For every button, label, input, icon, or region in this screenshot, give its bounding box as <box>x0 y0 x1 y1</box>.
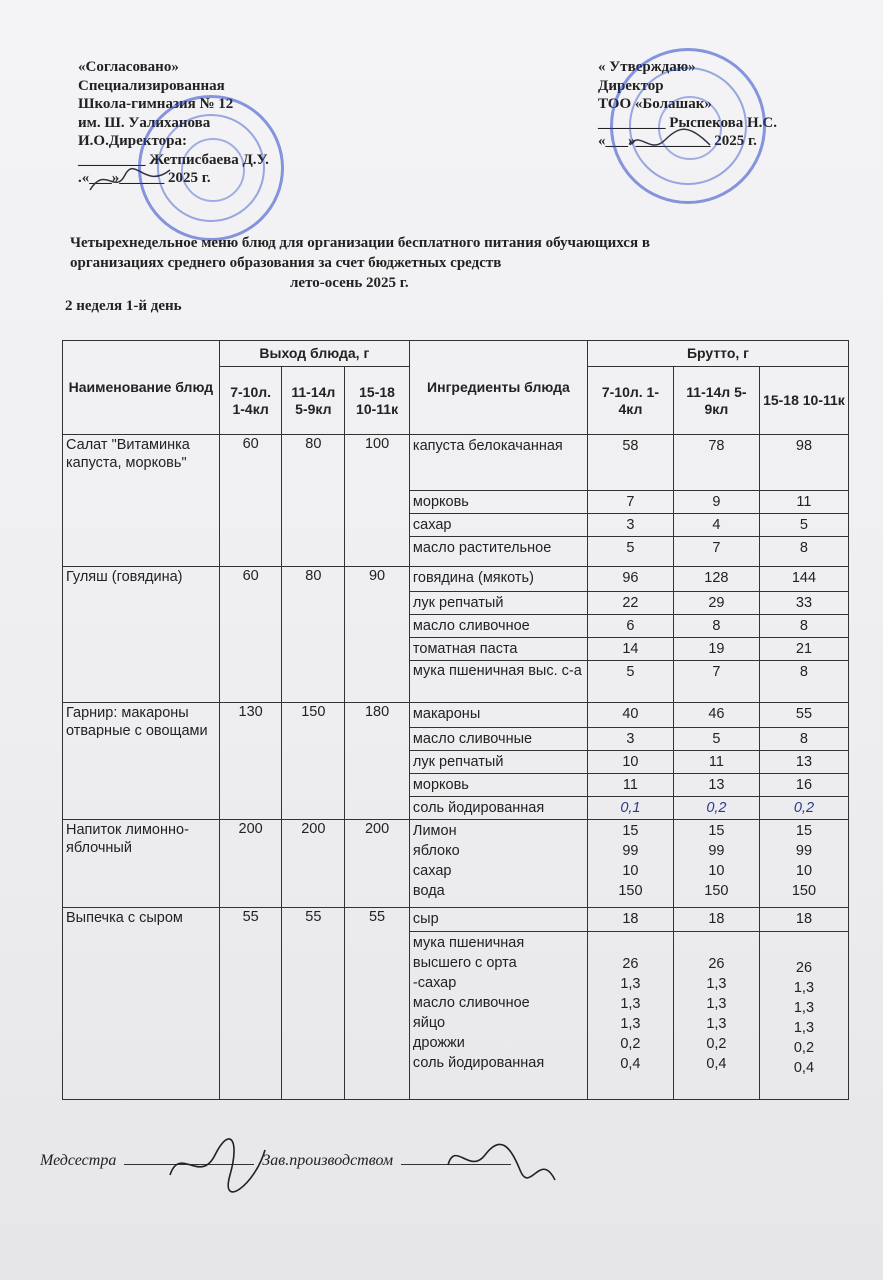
ingredient: масло сливочные <box>409 728 587 751</box>
gross-value: 1,3 <box>620 976 641 992</box>
gross-value: 15 <box>795 823 813 839</box>
emblem-icon <box>181 138 245 202</box>
dish-name: Гарнир: макароны отварные с овощами <box>63 703 220 820</box>
gross-value: 7 <box>587 491 673 514</box>
ingredient: Лимон <box>412 823 457 839</box>
gross-value: 13 <box>673 774 759 797</box>
header-gross: Брутто, г <box>587 341 848 367</box>
gross-value: 0,2 <box>620 1036 641 1052</box>
dish-yield: 55 <box>219 908 282 1100</box>
signature-nurse <box>160 1135 270 1195</box>
gross-value: 26 <box>708 956 725 972</box>
header-yield-col: 15-18 10-11к <box>345 367 410 435</box>
ingredient: соль йодированная <box>409 797 587 820</box>
approval-left-date: .«___»______ 2025 г. <box>78 170 211 186</box>
gross-value: 18 <box>759 908 848 932</box>
ingredient: соль йодированная <box>412 1055 545 1071</box>
gross-value: 16 <box>759 774 848 797</box>
gross-value: 10 <box>708 863 725 879</box>
dish-yield: 150 <box>282 703 345 820</box>
dish-yield: 200 <box>219 820 282 908</box>
approval-right-line: Директор <box>598 77 664 94</box>
ingredient: сахар <box>412 863 452 879</box>
gross-value: 26 <box>795 960 813 976</box>
gross-value: 0,4 <box>706 1056 727 1072</box>
ingredient: мука пшеничная <box>412 935 525 951</box>
header-ingredients: Ингредиенты блюда <box>409 341 587 435</box>
ingredient: мука пшеничная выс. с-а <box>409 661 587 703</box>
gross-value: 33 <box>759 592 848 615</box>
menu-title-line: Четырехнедельное меню блюд для организации бесплатного питания обучающихся в <box>70 235 650 251</box>
signature-production <box>440 1135 560 1195</box>
gross-value: 98 <box>759 435 848 491</box>
gross-value: 1,3 <box>620 996 641 1012</box>
ingredient: масло сливочное <box>412 995 530 1011</box>
gross-value: 78 <box>673 435 759 491</box>
approval-left-line: «Согласовано» <box>78 59 179 75</box>
gross-value: 11 <box>587 774 673 797</box>
header-yield-col: 11-14л 5-9кл <box>282 367 345 435</box>
dish-yield: 200 <box>345 820 410 908</box>
gross-value: 150 <box>618 883 643 899</box>
gross-value-list <box>759 820 848 908</box>
dish-yield: 100 <box>345 435 410 567</box>
header-dish-name: Наименование блюд <box>63 341 220 435</box>
gross-value: 10 <box>795 863 813 879</box>
ingredient: макароны <box>409 703 587 728</box>
gross-value: 144 <box>759 567 848 592</box>
gross-value: 1,3 <box>793 1020 815 1036</box>
ingredient: -сахар <box>412 975 457 991</box>
gross-value: 150 <box>704 883 729 899</box>
gross-value: 5 <box>587 661 673 703</box>
dish-yield: 80 <box>282 567 345 703</box>
gross-value: 3 <box>587 514 673 537</box>
gross-value: 9 <box>673 491 759 514</box>
gross-value: 11 <box>673 751 759 774</box>
gross-value: 99 <box>795 843 813 859</box>
gross-value: 1,3 <box>706 1016 727 1032</box>
gross-value: 18 <box>673 908 759 932</box>
gross-value: 18 <box>587 908 673 932</box>
gross-value: 1,3 <box>793 1000 815 1016</box>
gross-value: 1,3 <box>620 1016 641 1032</box>
gross-value: 55 <box>759 703 848 728</box>
menu-title-line: организациях среднего образования за счет бюджетных средств <box>70 255 502 271</box>
gross-value: 5 <box>587 537 673 567</box>
gross-value-list <box>587 820 673 908</box>
gross-value: 99 <box>708 843 725 859</box>
gross-value: 8 <box>759 728 848 751</box>
gross-value: 15 <box>708 823 725 839</box>
gross-value: 15 <box>622 823 639 839</box>
gross-value: 8 <box>759 661 848 703</box>
ingredient: сахар <box>409 514 587 537</box>
menu-table <box>62 340 849 1100</box>
gross-value: 22 <box>587 592 673 615</box>
ingredient: говядина (мякоть) <box>409 567 587 592</box>
signature-left <box>85 160 175 200</box>
gross-value: 29 <box>673 592 759 615</box>
gross-value: 128 <box>673 567 759 592</box>
gross-value: 1,3 <box>706 976 727 992</box>
gross-value: 58 <box>587 435 673 491</box>
approval-right-date: «___»__________ 2025 г. <box>598 133 757 149</box>
ingredient: томатная паста <box>409 638 587 661</box>
dish-yield: 60 <box>219 567 282 703</box>
dish-name: Салат "Витаминка капуста, морковь" <box>63 435 220 567</box>
ingredient: морковь <box>409 491 587 514</box>
signature-right <box>625 120 715 160</box>
approval-right-signer: _________ Рыспекова Н.С. <box>598 114 778 131</box>
gross-value: 8 <box>759 615 848 638</box>
gross-value: 10 <box>587 751 673 774</box>
gross-value: 150 <box>791 883 817 899</box>
approval-left-line: И.О.Директора: <box>78 133 187 149</box>
gross-value-handwritten: 0,1 <box>587 797 673 820</box>
gross-value-list <box>587 932 673 1100</box>
nurse-label: Медсестра <box>40 1152 117 1169</box>
gross-value: 40 <box>587 703 673 728</box>
dish-yield: 130 <box>219 703 282 820</box>
ingredient: капуста белокачанная <box>409 435 587 491</box>
header-gross-col: 11-14л 5-9кл <box>673 367 759 435</box>
dish-yield: 180 <box>345 703 410 820</box>
approval-left-signer: _________ Жетписбаева Д.У. <box>78 151 269 168</box>
ingredient: сыр <box>409 908 587 932</box>
approval-right-line: « Утверждаю» <box>598 59 696 75</box>
gross-value: 4 <box>673 514 759 537</box>
gross-value-list <box>673 932 759 1100</box>
dish-yield: 55 <box>345 908 410 1100</box>
ingredient-list <box>409 820 587 908</box>
approval-right-line: ТОО «Болашак» <box>598 96 712 112</box>
gross-value: 0,4 <box>793 1060 815 1076</box>
gross-value: 5 <box>759 514 848 537</box>
header-gross-col: 15-18 10-11к <box>759 367 848 435</box>
dish-yield: 55 <box>282 908 345 1100</box>
ingredient: дрожжи <box>412 1035 465 1051</box>
gross-value: 10 <box>622 863 639 879</box>
gross-value: 0,2 <box>793 1040 815 1056</box>
ingredient: масло растительное <box>409 537 587 567</box>
gross-value: 19 <box>673 638 759 661</box>
dish-yield: 200 <box>282 820 345 908</box>
gross-value: 14 <box>587 638 673 661</box>
ingredient: морковь <box>409 774 587 797</box>
gross-value: 11 <box>759 491 848 514</box>
gross-value: 7 <box>673 661 759 703</box>
header-yield: Выход блюда, г <box>219 341 409 367</box>
gross-value-handwritten: 0,2 <box>673 797 759 820</box>
gross-value: 46 <box>673 703 759 728</box>
gross-value: 96 <box>587 567 673 592</box>
gross-value: 8 <box>673 615 759 638</box>
dish-name: Выпечка с сыром <box>63 908 220 1100</box>
gross-value-list <box>673 820 759 908</box>
gross-value: 13 <box>759 751 848 774</box>
gross-value: 1,3 <box>706 996 727 1012</box>
ingredient: высшего с орта <box>412 955 517 971</box>
gross-value: 0,4 <box>620 1056 641 1072</box>
gross-value: 99 <box>622 843 639 859</box>
gross-value-handwritten: 0,2 <box>759 797 848 820</box>
dish-yield: 60 <box>219 435 282 567</box>
dish-name: Гуляш (говядина) <box>63 567 220 703</box>
ingredient: яйцо <box>412 1015 446 1031</box>
menu-title <box>70 233 830 293</box>
gross-value-list <box>759 932 848 1100</box>
ingredient: масло сливочное <box>409 615 587 638</box>
ingredient: лук репчатый <box>409 592 587 615</box>
gross-value: 1,3 <box>793 980 815 996</box>
dish-yield: 90 <box>345 567 410 703</box>
header-yield-col: 7-10л. 1-4кл <box>219 367 282 435</box>
ingredient-list <box>409 932 587 1100</box>
gross-value: 5 <box>673 728 759 751</box>
ingredient: вода <box>412 883 445 899</box>
approval-left-line: Школа-гимназия № 12 <box>78 96 234 112</box>
production-label: Зав.производством <box>262 1152 394 1169</box>
gross-value: 7 <box>673 537 759 567</box>
dish-name: Напиток лимонно-яблочный <box>63 820 220 908</box>
gross-value: 3 <box>587 728 673 751</box>
dish-yield: 80 <box>282 435 345 567</box>
week-day-label: 2 неделя 1-й день <box>65 298 182 314</box>
approval-left-line: Специализированная <box>78 77 225 94</box>
header-gross-col: 7-10л. 1-4кл <box>587 367 673 435</box>
gross-value: 26 <box>622 956 639 972</box>
ingredient: яблоко <box>412 843 460 859</box>
menu-season: лето-осень 2025 г. <box>290 275 409 291</box>
approval-left-line: им. Ш. Уалиханова <box>78 114 211 131</box>
gross-value: 6 <box>587 615 673 638</box>
ingredient: лук репчатый <box>409 751 587 774</box>
gross-value: 0,2 <box>706 1036 727 1052</box>
gross-value: 8 <box>759 537 848 567</box>
gross-value: 21 <box>759 638 848 661</box>
